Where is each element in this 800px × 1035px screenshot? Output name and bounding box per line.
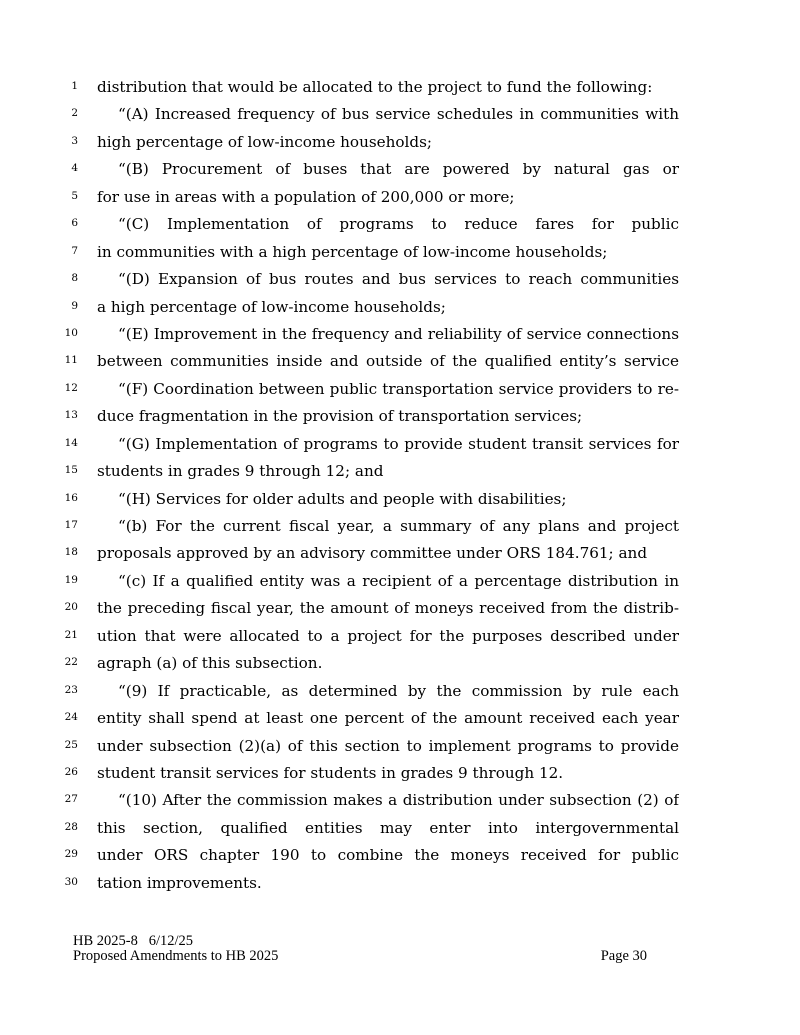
document-line xyxy=(0,101,800,128)
document-body xyxy=(0,74,800,897)
footer-page-number: Page 30 xyxy=(600,948,647,964)
line-text: under ORS chapter 190 to combine the moneys received for public xyxy=(97,846,679,865)
footer-bill-line: HB 2025-8 6/12/25 xyxy=(73,933,194,949)
line-text: student transit services for students in grades 9 through 12. xyxy=(97,763,564,782)
line-number: 21 xyxy=(64,628,78,641)
document-line xyxy=(0,376,800,403)
document-line xyxy=(0,431,800,458)
line-text: “(A) Increased frequency of bus service schedules in communities with xyxy=(118,105,679,124)
line-text: “(b) For the current fiscal year, a summary of any plans and project xyxy=(118,517,679,535)
line-number: 10 xyxy=(64,326,78,339)
line-number: 14 xyxy=(64,436,78,449)
document-line xyxy=(0,787,800,814)
line-number: 15 xyxy=(64,464,78,477)
line-text: “(E) Improvement in the frequency and reliability of service connections xyxy=(118,324,679,343)
line-number: 27 xyxy=(64,793,78,806)
line-number: 25 xyxy=(64,738,78,751)
document-line xyxy=(0,74,800,101)
line-number: 3 xyxy=(71,134,78,147)
line-text: entity shall spend at least one percent of the amount received each year xyxy=(97,709,679,728)
line-text: a high percentage of low-income households; xyxy=(97,297,446,316)
line-text: “(D) Expansion of bus routes and bus services to reach communities xyxy=(118,270,679,289)
line-number: 16 xyxy=(64,491,78,504)
document-line xyxy=(0,156,800,183)
line-text: the preceding fiscal year, the amount of moneys received from the distrib- xyxy=(97,599,679,618)
line-number: 5 xyxy=(71,189,78,202)
line-number: 6 xyxy=(71,217,78,230)
document-line xyxy=(0,733,800,760)
document-line xyxy=(0,294,800,321)
line-text: ution that were allocated to a project for the purposes described under xyxy=(97,626,679,645)
line-number: 26 xyxy=(64,765,78,778)
line-text: between communities inside and outside of the qualified entity’s service xyxy=(97,352,679,371)
document-line xyxy=(0,595,800,622)
document-line xyxy=(0,129,800,156)
document-line xyxy=(0,870,800,897)
line-text: “(B) Procurement of buses that are powered by natural gas or xyxy=(118,160,679,179)
document-line xyxy=(0,211,800,238)
line-text: agraph (a) of this subsection. xyxy=(97,654,323,673)
line-text: “(9) If practicable, as determined by the commission by rule each xyxy=(118,681,679,700)
line-text: students in grades 9 through 12; and xyxy=(97,462,384,481)
line-number: 2 xyxy=(71,107,78,120)
line-number: 24 xyxy=(64,711,78,724)
line-text: high percentage of low-income households; xyxy=(97,132,433,151)
line-text: proposals approved by an advisory committee under ORS 184.761; and xyxy=(97,544,648,563)
document-line xyxy=(0,678,800,705)
document-line xyxy=(0,568,800,595)
line-number: 23 xyxy=(64,683,78,696)
document-line xyxy=(0,650,800,677)
line-number: 29 xyxy=(64,848,78,861)
line-text: under subsection (2)(a) of this section to implement programs to provide xyxy=(97,736,679,755)
line-number: 9 xyxy=(71,299,78,312)
line-number: 30 xyxy=(64,875,78,888)
line-text: “(10) After the commission makes a distribution under subsection (2) of xyxy=(118,791,679,810)
line-number: 12 xyxy=(64,381,78,394)
line-text: “(F) Coordination between public transportation service providers to re- xyxy=(118,379,679,398)
line-number: 20 xyxy=(64,601,78,614)
line-text: duce fragmentation in the provision of transportation services; xyxy=(97,407,583,426)
document-line xyxy=(0,705,800,732)
line-number: 22 xyxy=(64,656,78,669)
document-line xyxy=(0,486,800,513)
page-footer xyxy=(73,934,673,964)
line-text: “(c) If a qualified entity was a recipient of a percentage distribution in xyxy=(118,571,679,590)
line-text: in communities with a high percentage of low-income households; xyxy=(97,242,608,261)
line-text: “(H) Services for older adults and people with disabilities; xyxy=(118,489,567,508)
line-number: 8 xyxy=(71,272,78,285)
line-number: 17 xyxy=(64,519,78,531)
document-line xyxy=(0,540,800,567)
footer-subtitle: Proposed Amendments to HB 2025 xyxy=(73,948,279,964)
document-line xyxy=(0,184,800,211)
document-line xyxy=(0,458,800,485)
line-number: 11 xyxy=(64,354,78,367)
document-line xyxy=(0,513,800,540)
line-text: distribution that would be allocated to the project to fund the following: xyxy=(97,78,653,96)
line-text: “(G) Implementation of programs to provide student transit services for xyxy=(118,434,679,453)
document-line xyxy=(0,403,800,430)
document-line xyxy=(0,842,800,869)
line-number: 28 xyxy=(64,820,78,833)
document-line xyxy=(0,815,800,842)
line-number: 18 xyxy=(64,546,78,559)
line-number: 13 xyxy=(64,409,78,422)
line-number: 1 xyxy=(71,80,78,92)
line-number: 7 xyxy=(71,244,78,257)
document-line xyxy=(0,348,800,375)
document-line xyxy=(0,760,800,787)
line-number: 4 xyxy=(71,162,78,175)
document-line xyxy=(0,623,800,650)
line-text: this section, qualified entities may enter into intergovernmental xyxy=(97,818,679,837)
line-number: 19 xyxy=(64,573,78,586)
line-text: tation improvements. xyxy=(97,873,262,892)
document-line xyxy=(0,266,800,293)
line-text: “(C) Implementation of programs to reduce fares for public xyxy=(118,215,679,234)
document-line xyxy=(0,321,800,348)
line-text: for use in areas with a population of 200,000 or more; xyxy=(97,187,515,206)
document-line xyxy=(0,239,800,266)
